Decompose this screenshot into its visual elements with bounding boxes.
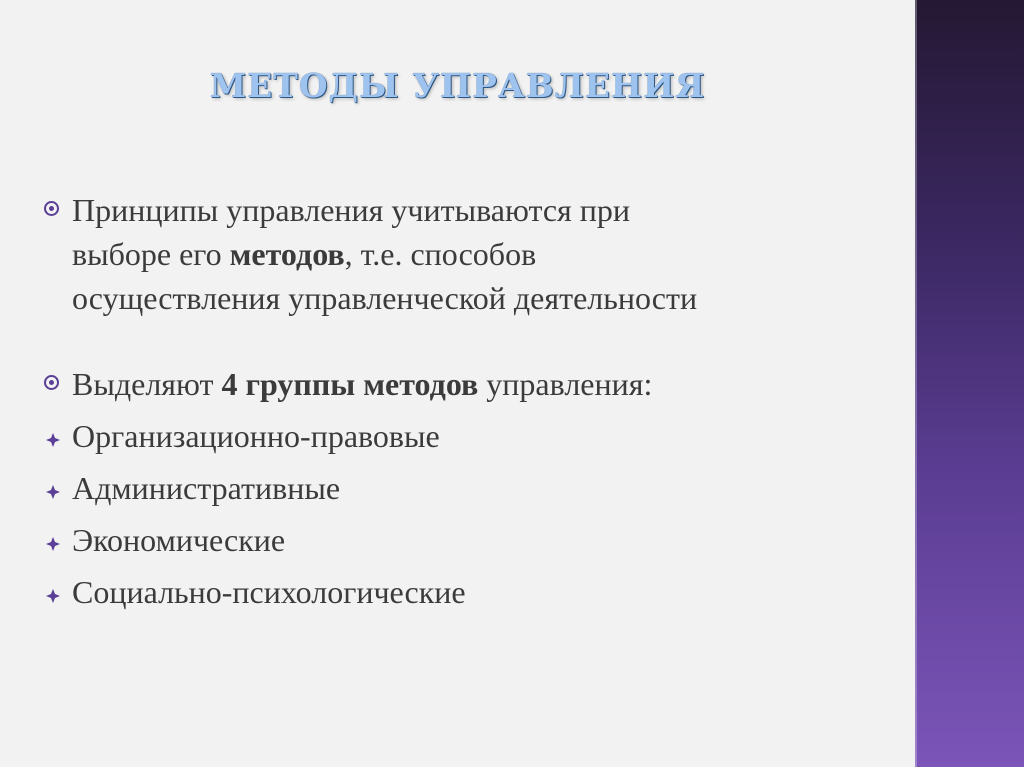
subitem-label: Административные	[72, 470, 341, 506]
bullet-1-line-2-bold: методов	[229, 236, 345, 272]
bullet-item-principles	[44, 188, 864, 320]
bullet-2-bold: 4 группы методов	[221, 366, 479, 402]
diamond-bullet-icon	[45, 588, 61, 604]
diamond-bullet-icon	[45, 484, 61, 500]
subitem-administrative	[44, 466, 864, 510]
bullet-1-line-2	[72, 232, 864, 276]
bullet-1-line-2-before: выборе его	[72, 236, 230, 272]
circle-bullet-icon	[44, 201, 59, 216]
bullet-1-line-1: Принципы управления учитываются при	[72, 192, 631, 228]
bullet-2-before: Выделяют	[72, 366, 222, 402]
paragraph-gap	[44, 320, 864, 362]
bullet-2-line	[72, 362, 864, 406]
slide-content	[44, 188, 864, 614]
circle-bullet-icon	[44, 375, 59, 390]
subitem-label: Организационно-правовые	[72, 418, 440, 454]
subitem-social-psychological	[44, 570, 864, 614]
subitem-label: Социально-психологические	[72, 574, 466, 610]
diamond-bullet-icon	[45, 536, 61, 552]
diamond-bullet-icon	[45, 432, 61, 448]
subitem-organizational-legal	[44, 414, 864, 458]
bullet-2-after: управления:	[478, 366, 653, 402]
bullet-1-line-3: осуществления управленческой деятельности	[72, 280, 698, 316]
bullet-1-line-2-after: , т.е. способов	[344, 236, 537, 272]
slide-title: МЕТОДЫ УПРАВЛЕНИЯ	[209, 66, 706, 105]
bullet-item-groups	[44, 362, 864, 406]
subitem-label: Экономические	[72, 522, 286, 558]
decorative-side-band	[915, 0, 1024, 767]
subitem-economic	[44, 518, 864, 562]
